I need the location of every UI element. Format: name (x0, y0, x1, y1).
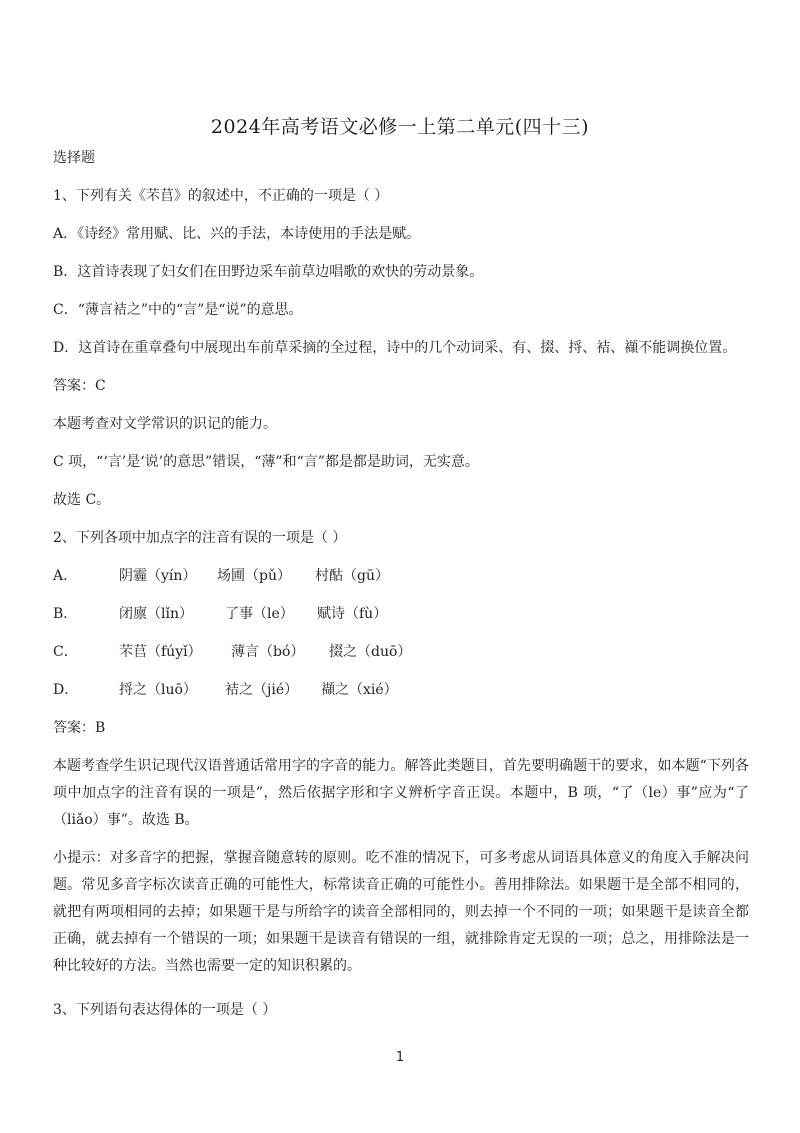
option-label: B． (53, 606, 78, 622)
question-2-option-d (53, 680, 398, 700)
question-1-option-a: A．《诗经》常用赋、比、兴的手法，本诗使用的手法是赋。 (53, 226, 421, 242)
question-2-option-b (53, 604, 387, 624)
option-item: 袺之（jié） (225, 682, 299, 698)
question-2-option-a (53, 566, 389, 586)
option-label: D． (53, 682, 79, 698)
question-1-analysis-2: C 项，“‘言’是‘说’的意思”错误，“薄”和“言”都是都是助词，无实意。 (53, 454, 479, 470)
question-1-option-c: C．“薄言袺之”中的“言”是“说”的意思。 (53, 302, 303, 318)
page-number: 1 (395, 1050, 405, 1065)
question-1-conclusion: 故选 C。 (53, 492, 111, 508)
question-2-stem: 2、下列各项中加点字的注音有误的一项是（ ） (53, 530, 347, 546)
option-item: 捋之（luō） (119, 682, 197, 698)
question-3-stem: 3、下列语句表达得体的一项是（ ） (53, 1002, 277, 1018)
question-2-answer: 答案：B (53, 720, 106, 736)
question-2-tip: 小提示：对多音字的把握，掌握音随意转的原则。吃不准的情况下，可多考虑从词语具体意义的角度入手解决问题。常见多音字标次读音正确的可能性大，标常读音正确的可能性小。善用排除法。如果题干是全部不相同的，就把有两项相同的去掉；如果题干是与所给字的读音全部相同的，则去掉一个不同的一项；如果题干是读音全都正确，就去掉有一个错误的一项；如果题干是读音有错误的一组，就排除肯定无误的一项；总之，用排除法是一种比较好的方法。当然也需要一定的知识积累的。 (53, 850, 749, 974)
question-1-stem: 1、下列有关《芣苢》的叙述中，不正确的一项是（ ） (53, 188, 389, 204)
option-label: A． (53, 568, 78, 584)
option-item: 阴霾（yín） (119, 568, 197, 584)
question-2-option-c (53, 642, 411, 662)
option-item: 场圃（pǔ） (217, 568, 291, 584)
page-title: 2024年高考语文必修一上第二单元(四十三) (210, 116, 590, 138)
option-item: 村酤（gū） (315, 568, 389, 584)
option-item: 芣苢（fúyǐ） (119, 644, 202, 660)
option-item: 襭之（xié） (321, 682, 398, 698)
section-heading: 选择题 (53, 150, 95, 166)
option-label: C． (53, 644, 78, 660)
option-item: 闭廪（lǐn） (119, 606, 193, 622)
question-2-analysis: 本题考查学生识记现代汉语普通话常用字的字音的能力。解答此类题目，首先要明确题干的要求，如本题“下列各项中加点字的注音有误的一项是”，然后依据字形和字义辨析字音正误。本题中，B 项，“了（le）事”应为“了（liǎo）事”。故选 B。 (53, 758, 749, 828)
question-1-answer: 答案：C (53, 378, 106, 394)
option-item: 掇之（duō） (329, 644, 412, 660)
option-item: 薄言（bó） (231, 644, 305, 660)
option-item: 赋诗（fù） (317, 606, 388, 622)
option-item: 了事（le） (225, 606, 294, 622)
question-1-option-b: B．这首诗表现了妇女们在田野边采车前草边唱歌的欢快的劳动景象。 (53, 264, 484, 280)
question-1-analysis-1: 本题考查对文学常识的识记的能力。 (53, 416, 277, 432)
question-1-option-d: D．这首诗在重章叠句中展现出车前草采摘的全过程，诗中的几个动词采、有、掇、捋、袺、襭不能调换位置。 (53, 340, 737, 356)
